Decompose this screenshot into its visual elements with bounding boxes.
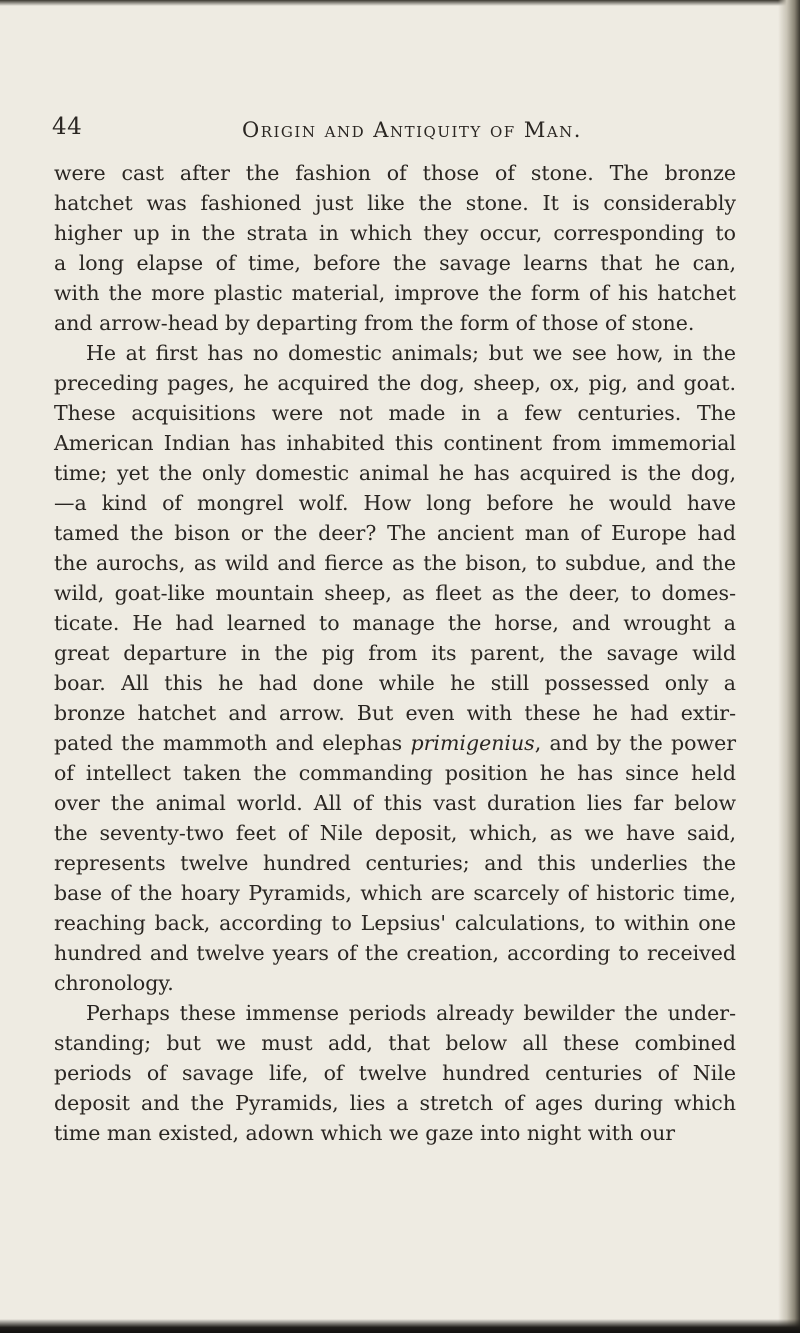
text-line: great departure in the pig from its parent, the savage wild	[54, 641, 736, 665]
text-line: American Indian has inhabited this continent from immemorial	[54, 431, 736, 455]
text-line: and arrow-head by departing from the form of those of stone.	[54, 311, 695, 335]
text-line: the aurochs, as wild and fierce as the bison, to subdue, and the	[54, 551, 736, 575]
text-line: standing; but we must add, that below all these combined	[54, 1031, 736, 1055]
text-line: with the more plastic material, improve the form of his hatchet	[54, 281, 736, 305]
italic-term: primigenius	[410, 731, 535, 755]
page-bottom-edge	[0, 1319, 800, 1333]
text-line: boar. All this he had done while he still possessed only a	[54, 671, 736, 695]
text-line: the seventy-two feet of Nile deposit, which, as we have said,	[54, 821, 736, 845]
page-top-edge	[0, 0, 800, 6]
text-line: ticate. He had learned to manage the horse, and wrought a	[54, 611, 736, 635]
spine-shadow	[778, 0, 800, 1333]
text-segment: , and by the power	[534, 731, 737, 755]
running-head	[52, 114, 752, 148]
text-line: —a kind of mongrel wolf. How long before he would have	[54, 491, 736, 515]
text-line: These acquisitions were not made in a few centuries. The	[54, 401, 736, 425]
text-line: reaching back, according to Lepsius' calculations, to within one	[54, 911, 736, 935]
text-line-with-italic	[54, 728, 736, 758]
text-line: hatchet was fashioned just like the stone. It is considerably	[54, 191, 736, 215]
text-segment: pated the mammoth and elephas	[54, 731, 411, 755]
text-line: time; yet the only domestic animal he has acquired is the dog,	[54, 461, 736, 485]
text-line: He at first has no domestic animals; but we see how, in the	[86, 341, 736, 365]
text-line: higher up in the strata in which they occur, corresponding to	[54, 221, 736, 245]
text-line: hundred and twelve years of the creation, according to received	[54, 941, 736, 965]
text-line: chronology.	[54, 971, 174, 995]
text-line: deposit and the Pyramids, lies a stretch of ages during which	[54, 1091, 736, 1115]
text-line: were cast after the fashion of those of stone. The bronze	[54, 161, 736, 185]
page-number: 44	[52, 114, 83, 140]
text-line: preceding pages, he acquired the dog, sheep, ox, pig, and goat.	[54, 371, 736, 395]
text-line: of intellect taken the commanding position he has since held	[54, 761, 736, 785]
text-line: Perhaps these immense periods already bewilder the under-	[86, 1001, 736, 1025]
text-line: a long elapse of time, before the savage learns that he can,	[54, 251, 736, 275]
running-title: Origin and Antiquity of Man.	[242, 118, 582, 142]
text-line: wild, goat-like mountain sheep, as fleet as the deer, to domes-	[54, 581, 736, 605]
text-line: over the animal world. All of this vast duration lies far below	[54, 791, 736, 815]
text-line: tamed the bison or the deer? The ancient man of Europe had	[54, 521, 736, 545]
text-line: represents twelve hundred centuries; and this underlies the	[54, 851, 736, 875]
body-text	[54, 158, 736, 1148]
text-line: time man existed, adown which we gaze into night with our	[54, 1121, 676, 1145]
text-line: periods of savage life, of twelve hundred centuries of Nile	[54, 1061, 736, 1085]
text-line: base of the hoary Pyramids, which are scarcely of historic time,	[54, 881, 736, 905]
text-line: bronze hatchet and arrow. But even with these he had extir-	[54, 701, 736, 725]
